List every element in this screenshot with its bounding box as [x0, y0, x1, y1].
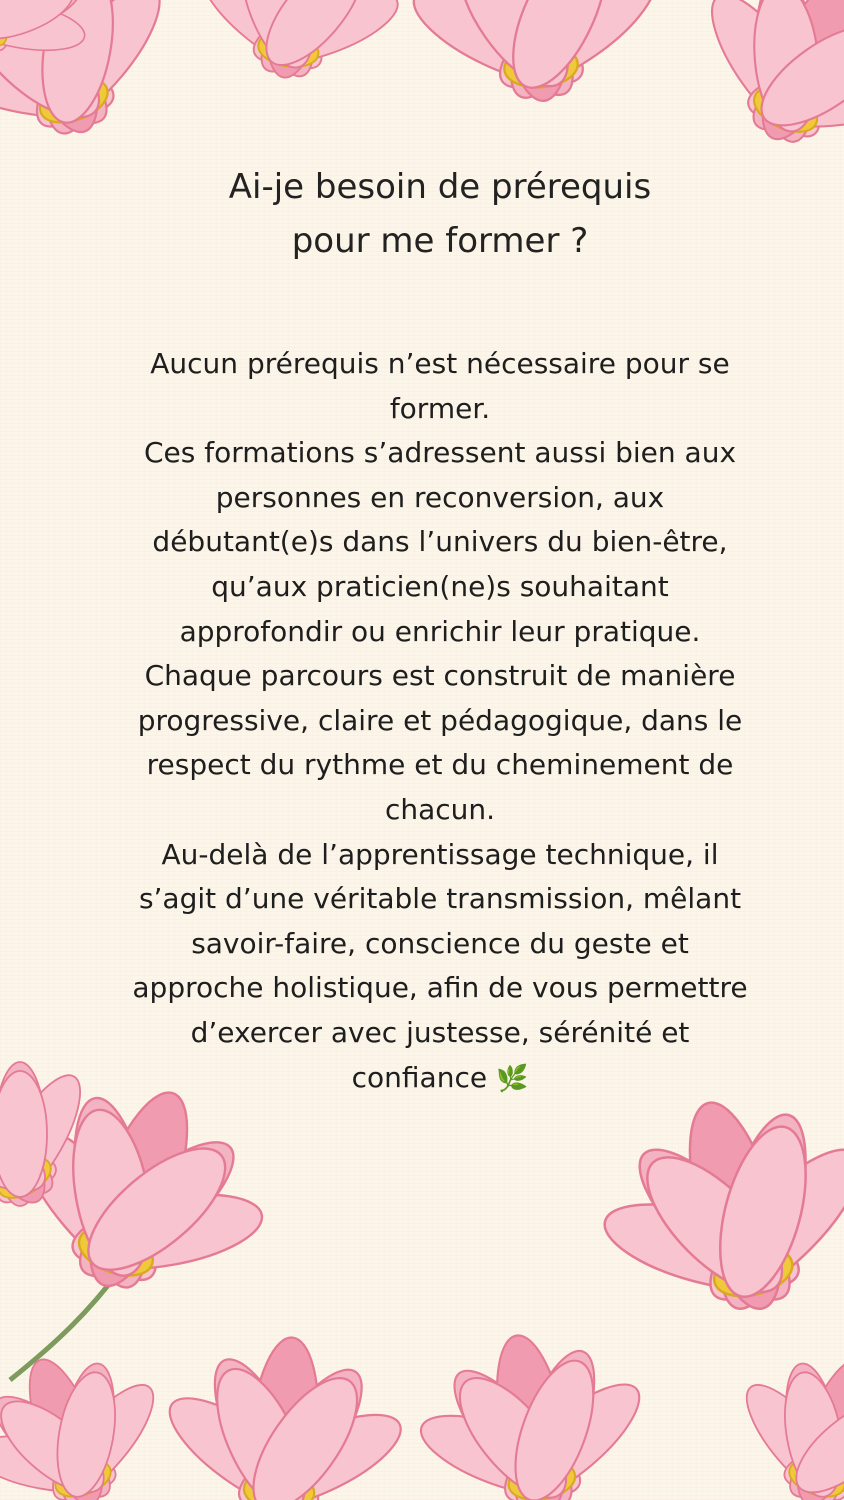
page-title	[130, 160, 750, 268]
faq-card	[130, 160, 750, 1101]
lotus-flower-icon	[394, 1314, 670, 1500]
paragraph-audience: Ces formations s’adressent aussi bien aux personnes en reconversion, aux débutant(e)s dans l’univers du bien-être, qu’aux praticien(ne)s souhaitant approfondir ou enrichir leur pratique.	[143, 436, 737, 648]
transmission-text: Au-delà de l’apprentissage technique, il s’agit d’une véritable transmission, mêlant savoir-faire, conscience du geste et approche holistique, afin de vous permettre d’exercer avec justesse, sérénité et confiance	[132, 837, 748, 1094]
paragraph-transmission	[130, 833, 750, 1102]
paragraph-progressive-path: Chaque parcours est construit de manière progressive, claire et pédagogique, dans le respect du rythme et du cheminement de chacun.	[137, 659, 743, 826]
lotus-flower-icon	[0, 1324, 195, 1500]
title-line-2: pour me former ?	[291, 221, 589, 261]
lotus-flower-icon	[146, 1326, 422, 1500]
stem-decoration	[10, 1270, 120, 1380]
lotus-flower-icon	[566, 1065, 844, 1357]
lotus-flower-icon	[705, 1324, 844, 1500]
answer-text	[130, 342, 750, 1101]
lotus-flower-icon	[392, 0, 680, 123]
title-line-1: Ai-je besoin de prérequis	[228, 167, 652, 207]
lotus-flower-icon	[172, 0, 422, 105]
herb-sprig-icon: 🌿	[495, 1063, 529, 1094]
paragraph-no-prerequisite: Aucun prérequis n’est nécessaire pour se former.	[150, 347, 730, 425]
